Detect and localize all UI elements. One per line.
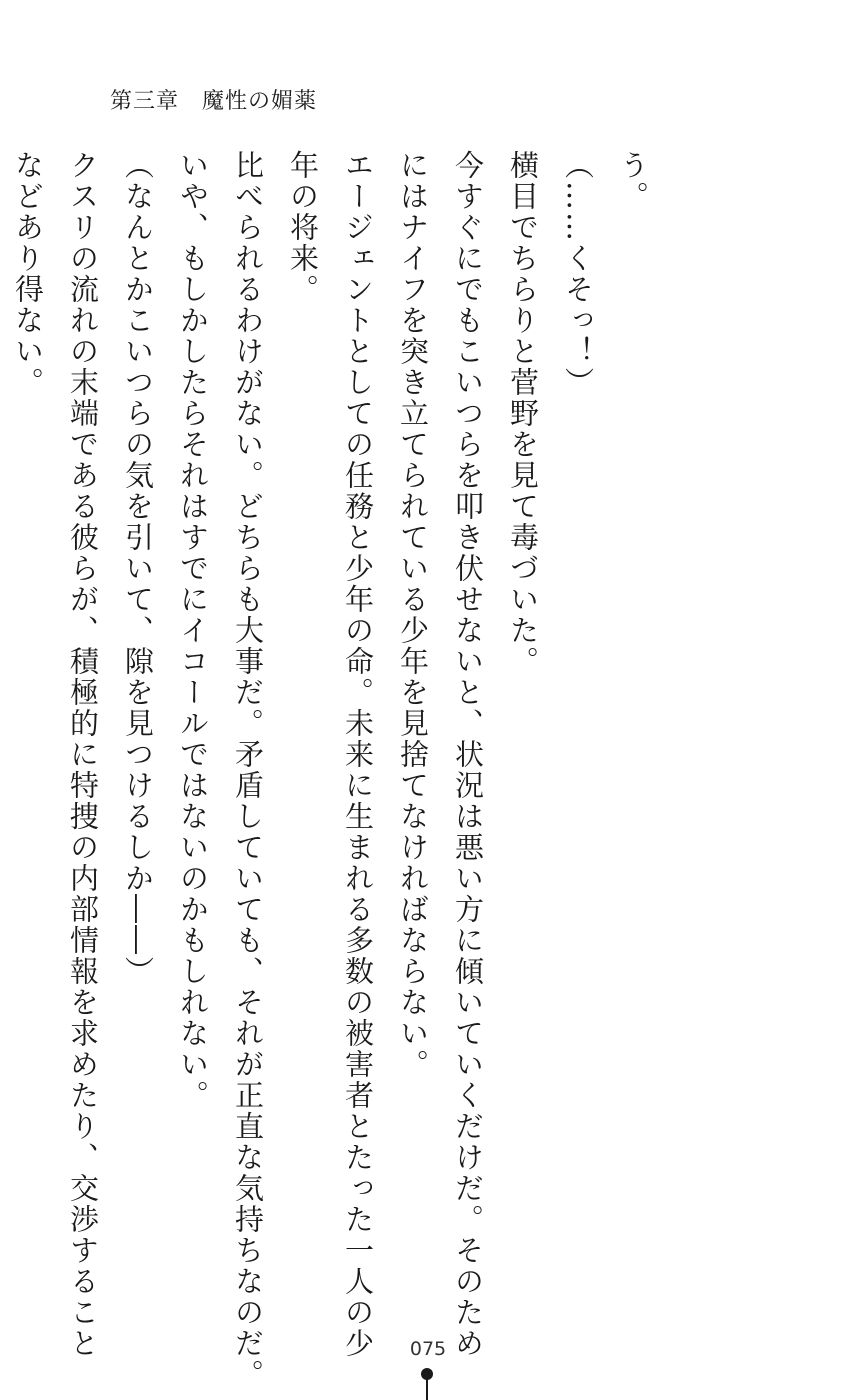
text-line: いや、もしかしたらそれはすでにイコールではないのかもしれない。	[176, 150, 210, 1111]
text-line: 年の将来。	[286, 150, 320, 305]
page-number: 075	[409, 1338, 447, 1360]
page-marker-icon	[421, 1368, 433, 1400]
text-line: （なんとかこいつらの気を引いて、隙を見つけるしか――）	[121, 150, 155, 987]
text-line: う。	[616, 150, 650, 212]
text-line: （……くそっ！）	[561, 150, 595, 398]
text-line: クスリの流れの末端である彼らが、積極的に特捜の内部情報を求めたり、交渉すること	[66, 150, 100, 1359]
marker-stem	[426, 1378, 428, 1400]
text-line: などあり得ない。	[11, 150, 45, 398]
text-line: エージェントとしての任務と少年の命。未来に生まれる多数の被害者とたった一人の少	[341, 150, 375, 1359]
text-line: 横目でちらりと菅野を見て毒づいた。	[506, 150, 540, 677]
text-line: 今すぐにでもこいつらを叩き伏せないと、状況は悪い方に傾いていくだけだ。そのため	[451, 150, 485, 1359]
text-line: にはナイフを突き立てられている少年を見捨てなければならない。	[396, 150, 430, 1080]
chapter-title: 第三章 魔性の媚薬	[110, 89, 318, 114]
text-line: 比べられるわけがない。どちらも大事だ。矛盾していても、それが正直な気持ちなのだ。	[231, 150, 265, 1390]
